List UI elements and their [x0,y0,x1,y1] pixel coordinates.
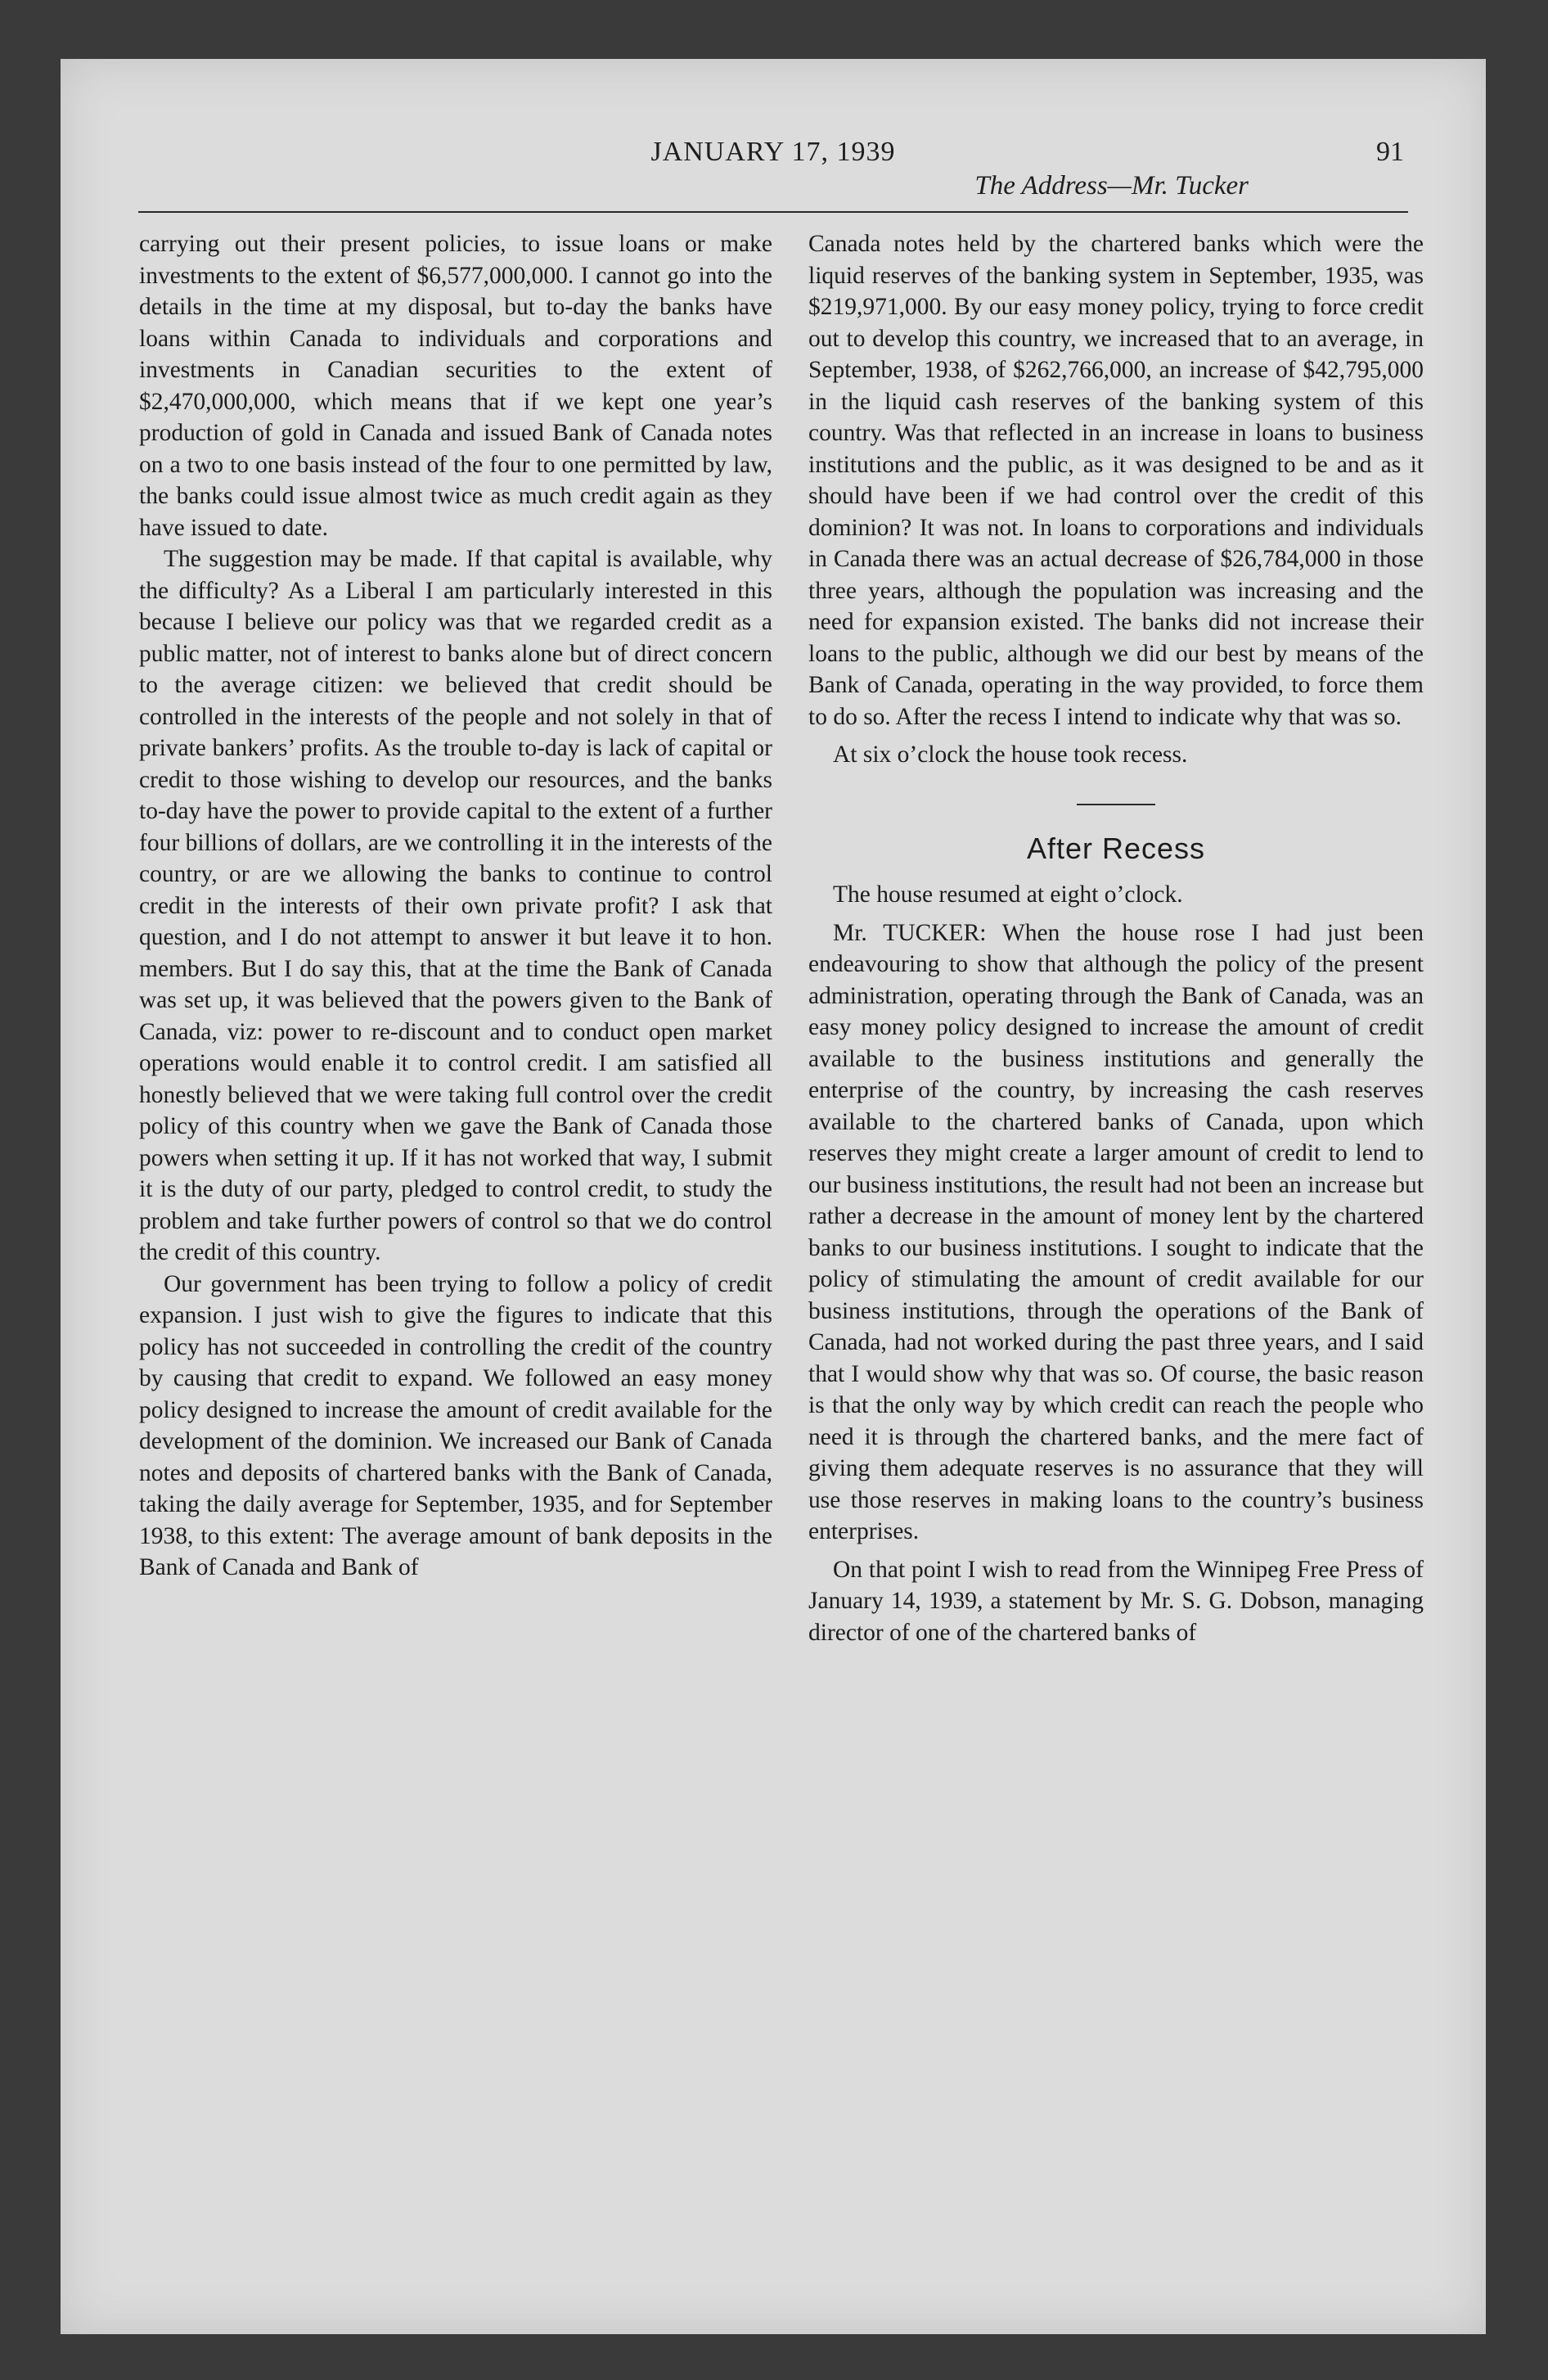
page-number: 91 [1376,137,1404,167]
paragraph: Our government has been trying to follow a policy of credit expansion. I just wish to give the figures to indicate that this policy has not succeeded in controlling the credit of the country by causing that credit to expand. We followed an easy money policy designed to increase the amount of credit available for the development of the dominion. We increased our Bank of Canada notes and deposits of chartered banks with the Bank of Canada, taking the daily average for September, 1935, and for September 1938, to this extent: The average amount of bank deposits in the Bank of Canada and Bank of [139,1270,772,1580]
document-page [61,59,1486,2334]
paragraph: carrying out their present policies, to issue loans or make investments to the extent of $6,577,000,000. I cannot go into the details in the time at my disposal, but to-day the banks have loans within Canada to individuals and corporations and investments in Canadian securities to the extent of $2,470,000,000, which means that if we kept one year’s production of gold in Canada and issued Bank of Canada notes on a two to one basis instead of the four to one permitted by law, the banks could issue almost twice as much credit again as they have issued to date. [139,231,772,541]
left-column [139,228,772,1584]
section-heading: After Recess [1026,831,1206,865]
paragraph: At six o’clock the house took recess. [833,741,1188,768]
running-title: The Address—Mr. Tucker [974,171,1249,201]
paragraph: On that point I wish to read from the Winnipeg Free Press of January 14, 1939, a statement by Mr. S. G. Dobson, managing director of one of the chartered banks of [808,1556,1424,1646]
paragraph: Canada notes held by the chartered banks which were the liquid reserves of the banking system in September, 1935, was $219,971,000. By our easy money policy, trying to force credit out to develop this country, we increased that to an average, in September, 1938, of $262,766,000, an increase of $42,795,000 in the liquid cash reserves of the banking system of this country. Was that reflected in an increase in loans to business institutions and the public, as it was designed to be and as it should have been if we had control over the credit of this dominion? It was not. In loans to corporations and individuals in Canada there was an actual decrease of $26,784,000 in those three years, although the population was increasing and the need for expansion existed. The banks did not increase their loans to the public, although we did our best by means of the Bank of Canada, operating in the way provided, to force them to do so. After the recess I intend to indicate why that was so. [808,231,1424,730]
paragraph: The house resumed at eight o’clock. [833,881,1183,908]
paragraph: The suggestion may be made. If that capital is available, why the difficulty? As a Liberal I am particularly interested in this because I believe our policy was that we regarded credit as a public matter, not of interest to banks alone but of direct concern to the average citizen: we believed that credit should be controlled in the interests of the people and not solely in that of private bankers’ profits. As the trouble to-day is lack of capital or credit to those wishing to develop our resources, and the banks to-day have the power to provide capital to the extent of a further four billions of dollars, are we controlling it in the interests of the country, or are we allowing the banks to continue to control credit in the interests of their own private profit? I ask that question, and I do not attempt to answer it but leave it to hon. members. But I do say this, that at the time the Bank of Canada was set up, it was believed that the powers given to the Bank of Canada, viz: power to re-discount and to conduct open market operations would enable it to control credit. I am satisfied all honestly believed that we were taking full control over the credit policy of this country when we gave the Bank of Canada those powers when setting it up. If it has not worked that way, I submit it is the duty of our party, pledged to control credit, to study the problem and take further powers of control so that we do control the credit of this country. [139,546,772,1265]
right-column [808,228,1424,1648]
header-rule [138,211,1408,213]
header-date: JANUARY 17, 1939 [650,137,896,167]
page-header [61,137,1486,210]
section-divider [1077,804,1155,805]
paragraph: Mr. TUCKER: When the house rose I had just been endeavouring to show that although the policy of the present administration, operating through the Bank of Canada, was an easy money policy designed to increase the amount of credit available to the business institutions and generally the enterprise of the country, by increasing the cash reserves available to the chartered banks of Canada, upon which reserves they might create a larger amount of credit to lend to our business institutions, the result had not been an increase but rather a decrease in the amount of money lent by the chartered banks to our business institutions. I sought to indicate that the policy of stimulating the amount of credit available for our business institutions, through the operations of the Bank of Canada, had not worked during the past three years, and I said that I would show why that was so. Of course, the basic reason is that the only way by which credit can reach the people who need it is through the chartered banks, and the mere fact of giving them adequate reserves is no assurance that they will use those reserves in making loans to the country’s business enterprises. [808,919,1424,1544]
